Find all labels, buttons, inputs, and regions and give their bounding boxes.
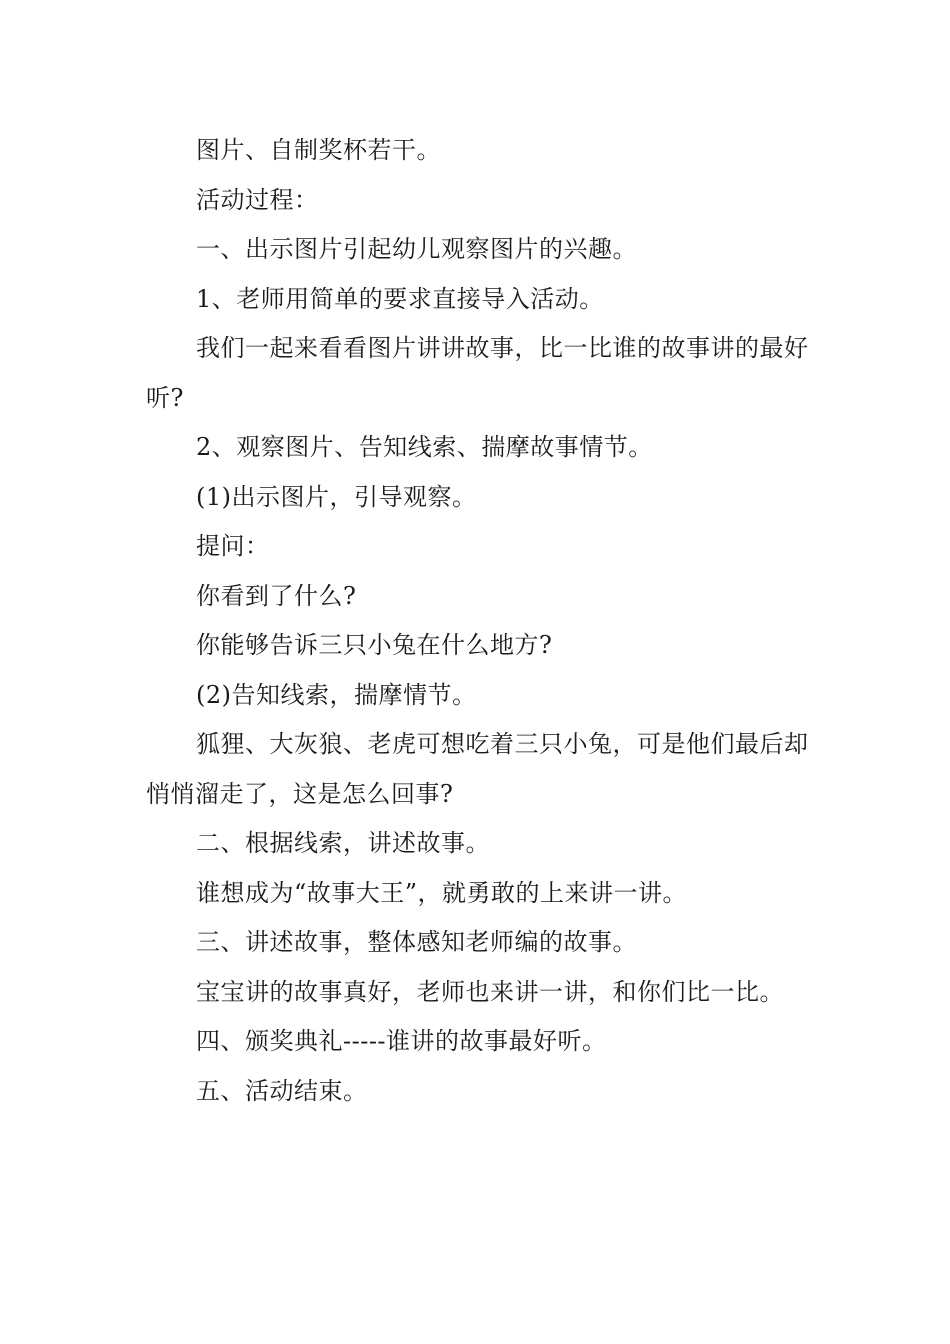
paragraph-materials: 图片、自制奖杯若干。	[196, 136, 441, 164]
paragraph-step-five: 五、活动结束。	[196, 1076, 368, 1105]
paragraph-question-1: 你看到了什么?	[196, 581, 357, 610]
paragraph-process-heading: 活动过程：	[196, 185, 319, 214]
paragraph-step-three: 三、讲述故事，整体感知老师编的故事。	[196, 928, 637, 956]
paragraph-question-2: 你能够告诉三只小兔在什么地方?	[196, 631, 553, 659]
paragraph-sub-2: (2)告知线索，揣摩情节。	[196, 680, 477, 709]
paragraph-teacher-story: 宝宝讲的故事真好，老师也来讲一讲，和你们比一比。	[196, 977, 784, 1006]
paragraph-question-label: 提问：	[196, 532, 270, 560]
paragraph-story-king: 谁想成为“故事大王”，就勇敢的上来讲一讲。	[196, 878, 688, 907]
paragraph-step-one-1: 1、老师用简单的要求直接导入活动。	[196, 284, 604, 313]
paragraph-sub-1: (1)出示图片，引导观察。	[196, 482, 477, 511]
paragraph-step-one: 一、出示图片引起幼儿观察图片的兴趣。	[196, 235, 637, 263]
document-body	[146, 126, 810, 1116]
paragraph-teacher-prompt: 我们一起来看看图片讲讲故事，比一比谁的故事讲的最好听?	[146, 334, 809, 412]
paragraph-step-two: 二、根据线索，讲述故事。	[196, 829, 490, 857]
paragraph-step-four: 四、颁奖典礼-----谁讲的故事最好听。	[196, 1027, 607, 1055]
paragraph-step-one-2: 2、观察图片、告知线索、揣摩故事情节。	[196, 433, 653, 461]
paragraph-story-clue: 狐狸、大灰狼、老虎可想吃着三只小兔，可是他们最后却悄悄溜走了，这是怎么回事?	[146, 730, 809, 808]
